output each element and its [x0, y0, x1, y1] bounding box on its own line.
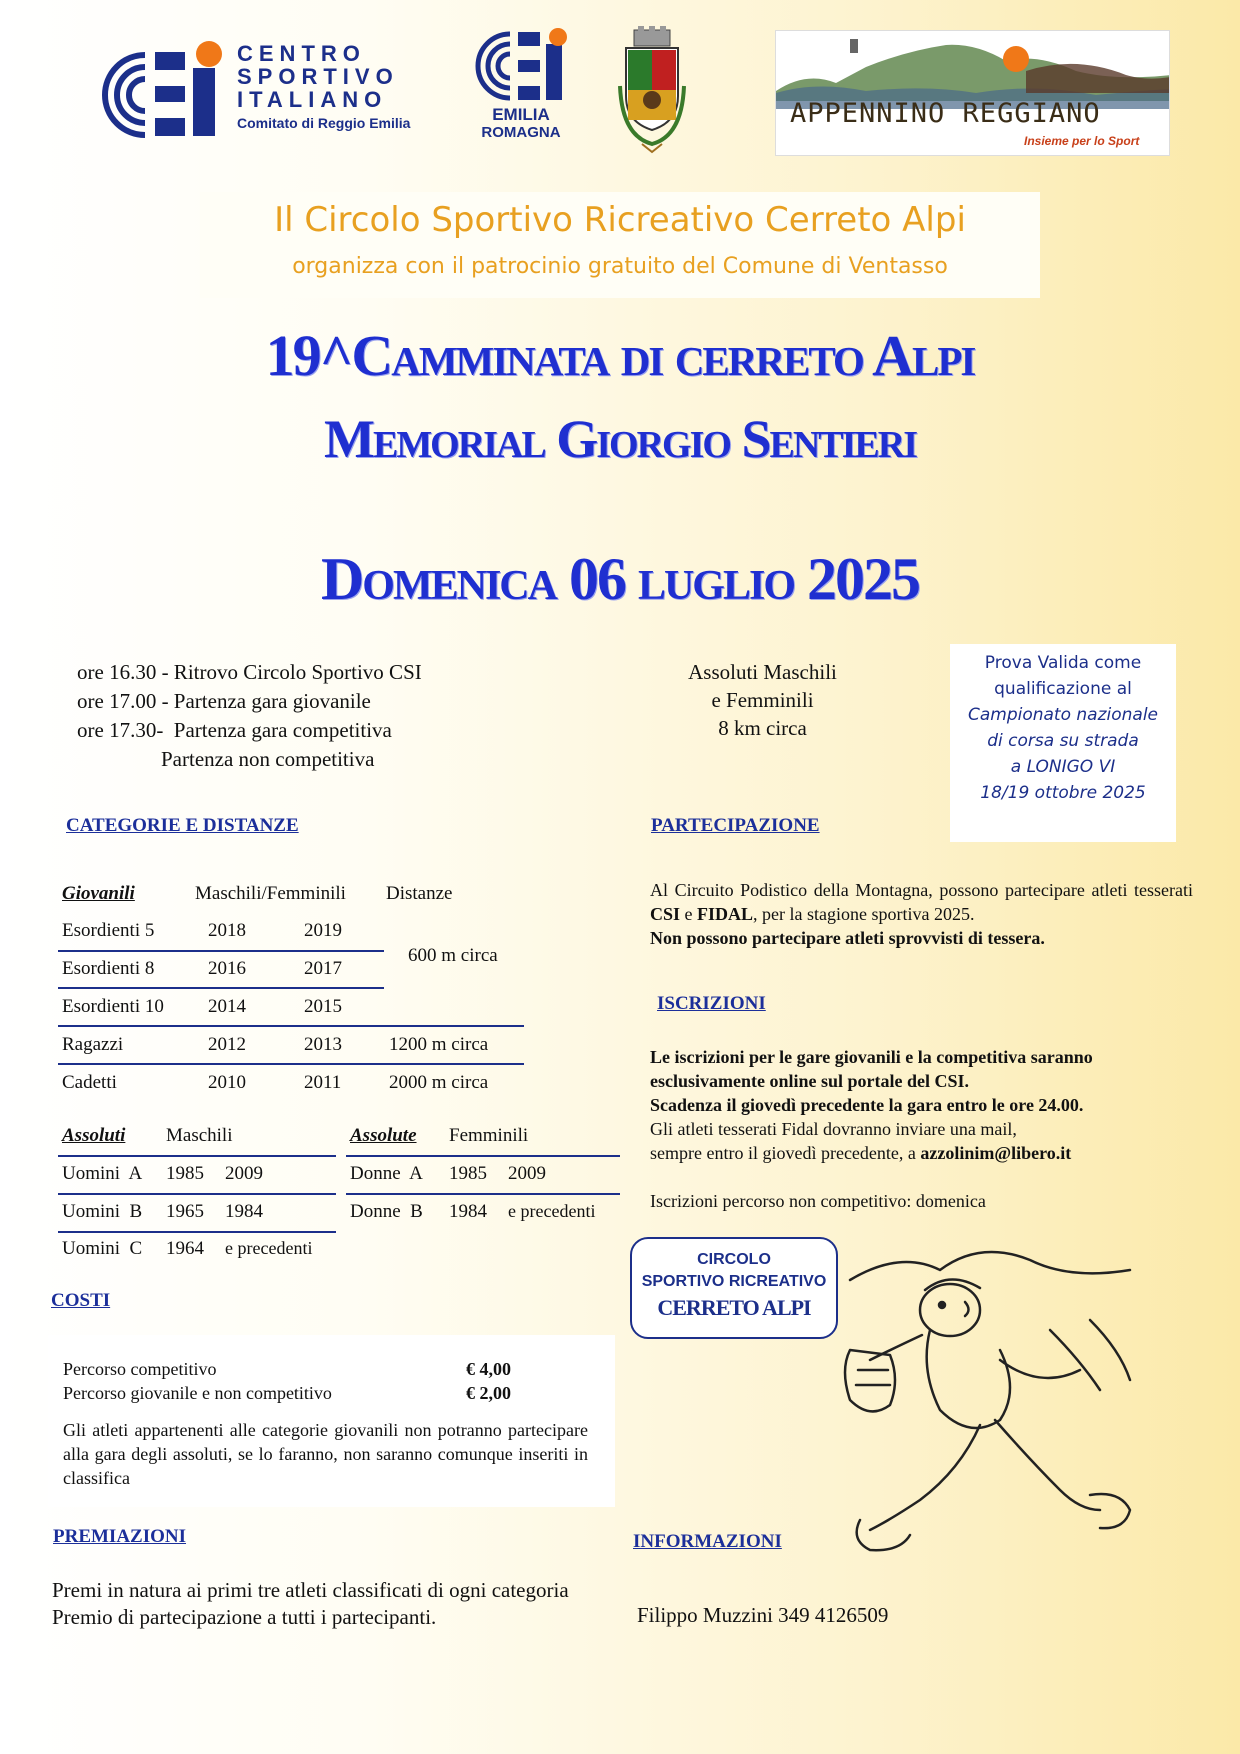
partecipazione-text — [650, 878, 1193, 950]
partecipazione-note: Non possono partecipare atleti sprovvisti di tessera. — [650, 928, 1045, 948]
schedule-row: ore 16.30 - Ritrovo Circolo Sportivo CSI — [77, 660, 422, 684]
crest-icon — [612, 26, 692, 156]
giovanili-row-distance: 1200 m circa — [389, 1034, 489, 1055]
schedule — [77, 658, 422, 774]
giovanili-row-distance: 2000 m circa — [389, 1072, 489, 1093]
qualifica-line-4: di corsa su strada — [987, 731, 1139, 751]
partecipazione-fidal: FIDAL — [697, 904, 754, 924]
partecipazione-heading: PARTECIPAZIONE — [651, 815, 820, 836]
giovanili-row-name: Esordienti 8 — [62, 958, 155, 979]
table-divider — [346, 1193, 620, 1195]
appennino-title: APPENNINO REGGIANO — [790, 98, 1101, 129]
table-divider — [58, 1155, 336, 1157]
giovanili-row-year: 2012 — [208, 1034, 246, 1055]
assoluti-row-year: 2009 — [225, 1163, 263, 1184]
giovanili-row-name: Esordienti 10 — [62, 996, 164, 1017]
assoluti-row-name: Uomini B — [62, 1201, 143, 1222]
schedule-row: Partenza non competitiva — [77, 747, 375, 771]
event-title-line-1: 19^Camminata di cerreto Alpi — [265, 323, 975, 388]
assoluti-info-line: 8 km circa — [718, 716, 807, 740]
premiazioni-line-1: Premi in natura ai primi tre atleti classificati di ogni categoria — [52, 1578, 569, 1602]
assolute-row-year: 2009 — [508, 1163, 546, 1184]
costi-heading: COSTI — [51, 1290, 111, 1311]
cost-label: Percorso giovanile e non competitivo — [63, 1383, 332, 1403]
assolute-row-name: Donne B — [350, 1201, 423, 1222]
appennino-reggiano-logo — [775, 30, 1170, 156]
assoluti-info-line: e Femminili — [711, 688, 814, 712]
csi-emblem-icon — [75, 40, 235, 150]
er-line-1: EMILIA — [492, 105, 550, 124]
iscrizioni-non-competitivo: Iscrizioni percorso non competitivo: domenica — [650, 1191, 986, 1211]
partecipazione-csi: CSI — [650, 904, 681, 924]
circolo-line-3: CERRETO ALPI — [657, 1295, 811, 1320]
iscrizioni-line-4: Gli atleti tesserati Fidal dovranno inviare una mail, — [650, 1119, 1017, 1139]
runner-drawing-icon — [830, 1240, 1150, 1600]
giovanili-head: Giovanili — [62, 883, 135, 904]
partecipazione-start: Al Circuito Podistico della Montagna, possono partecipare atleti tesserati — [650, 880, 1193, 900]
table-divider — [58, 1231, 336, 1233]
giovanili-row-year: 2019 — [304, 920, 342, 941]
csi-line-1: CENTRO — [237, 41, 366, 66]
assolute-row-name: Donne A — [350, 1163, 423, 1184]
table-divider — [58, 987, 384, 989]
comune-crest — [612, 26, 692, 156]
giovanili-col-mf: Maschili/Femminili — [195, 883, 346, 904]
emilia-romagna-logo — [462, 28, 582, 148]
circolo-line-2: SPORTIVO RICREATIVO — [641, 1273, 827, 1290]
giovanili-row-year: 2011 — [304, 1072, 342, 1093]
iscrizioni-line-2: esclusivamente online sul portale del CSI. — [650, 1071, 970, 1091]
appennino-subtitle: Insieme per lo Sport — [1024, 134, 1140, 148]
giovanili-row-year: 2015 — [304, 996, 342, 1017]
assoluti-info — [620, 658, 905, 742]
event-date: Domenica 06 luglio 2025 — [320, 546, 920, 612]
iscrizioni-line-1: Le iscrizioni per le gare giovanili e la competitiva saranno — [650, 1047, 1093, 1067]
csi-line-2: SPORTIVO — [237, 64, 399, 89]
giovanili-row-name: Esordienti 5 — [62, 920, 155, 941]
premiazioni-text — [52, 1577, 612, 1631]
qualifica-line-5: a LONIGO VI — [1010, 757, 1116, 777]
assoluti-row-year: 1984 — [225, 1201, 263, 1222]
cost-price: € 4,00 — [466, 1359, 511, 1379]
partecipazione-end: , per la stagione sportiva 2025. — [753, 904, 975, 924]
qualifica-line-1: Prova Valida come — [984, 653, 1142, 673]
premiazioni-line-2: Premio di partecipazione a tutti i partecipanti. — [52, 1605, 437, 1629]
giovanili-col-dist: Distanze — [386, 883, 453, 904]
giovanili-row-year: 2018 — [208, 920, 246, 941]
csi-subtitle: Comitato di Reggio Emilia — [237, 115, 411, 131]
csi-line-3: ITALIANO — [237, 87, 388, 112]
iscrizioni-line-3: Scadenza il giovedì precedente la gara entro le ore 24.00. — [650, 1095, 1084, 1115]
iscrizioni-heading: ISCRIZIONI — [657, 993, 766, 1014]
giovanili-row-year: 2014 — [208, 996, 246, 1017]
qualifica-line-2: qualificazione al — [994, 679, 1132, 699]
event-title-line-2: Memorial Giorgio Sentieri — [324, 409, 916, 469]
costi-note: Gli atleti appartenenti alle categorie giovanili non potranno partecipare alla gara degli assoluti, se lo faranno, non saranno comunque inseriti in classifica — [63, 1420, 588, 1488]
assoluti-row-name: Uomini A — [62, 1163, 143, 1184]
iscrizioni-line-5: sempre entro il giovedì precedente, a — [650, 1143, 921, 1163]
cost-label: Percorso competitivo — [63, 1359, 217, 1379]
table-divider — [58, 1063, 524, 1065]
table-divider — [346, 1155, 620, 1157]
assoluti-row-year: e precedenti — [225, 1238, 313, 1258]
partecipazione-and: e — [680, 904, 698, 924]
categorie-heading: CATEGORIE E DISTANZE — [66, 815, 299, 836]
assolute-head: Assolute — [350, 1125, 417, 1146]
giovanili-row-name: Ragazzi — [62, 1034, 124, 1055]
circolo-badge — [630, 1237, 838, 1339]
schedule-row: ore 17.30- Partenza gara competitiva — [77, 718, 392, 742]
giovanili-row-year: 2013 — [304, 1034, 342, 1055]
table-divider — [58, 1193, 336, 1195]
schedule-row: ore 17.00 - Partenza gara giovanile — [77, 689, 371, 713]
qualifica-line-6: 18/19 ottobre 2025 — [980, 783, 1146, 803]
assolute-gender: Femminili — [449, 1125, 529, 1146]
er-line-2: ROMAGNA — [481, 124, 561, 141]
informazioni-heading: INFORMAZIONI — [633, 1531, 782, 1552]
cost-price: € 2,00 — [466, 1383, 511, 1403]
circolo-line-1: CIRCOLO — [697, 1251, 771, 1268]
table-divider — [58, 950, 384, 952]
giovanili-row-year: 2016 — [208, 958, 246, 979]
assolute-row-year: e precedenti — [508, 1201, 596, 1221]
csi-logo — [75, 40, 435, 150]
assoluti-gender: Maschili — [166, 1125, 233, 1146]
assolute-row-year: 1985 — [449, 1163, 487, 1184]
qualifica-line-3: Campionato nazionale — [967, 705, 1159, 725]
giovanili-row-year: 2010 — [208, 1072, 246, 1093]
assoluti-head: Assoluti — [62, 1125, 126, 1146]
organizer-subtitle: organizza con il patrocinio gratuito del Comune di Ventasso — [292, 254, 948, 279]
informazioni-contact: Filippo Muzzini 349 4126509 — [637, 1603, 889, 1627]
organizer-title: Il Circolo Sportivo Ricreativo Cerreto Alpi — [274, 200, 966, 240]
assoluti-row-year: 1965 — [166, 1201, 204, 1222]
assolute-row-year: 1984 — [449, 1201, 487, 1222]
assoluti-row-name: Uomini C — [62, 1238, 143, 1259]
esordienti-distance: 600 m circa — [408, 945, 498, 966]
iscrizioni-text — [650, 1045, 1205, 1213]
csi-er-emblem-icon — [462, 28, 582, 106]
assoluti-row-year: 1964 — [166, 1238, 204, 1259]
giovanili-row-name: Cadetti — [62, 1072, 117, 1093]
iscrizioni-email[interactable]: azzolinim@libero.it — [920, 1143, 1072, 1163]
assoluti-row-year: 1985 — [166, 1163, 204, 1184]
premiazioni-heading: PREMIAZIONI — [53, 1526, 187, 1547]
giovanili-row-year: 2017 — [304, 958, 342, 979]
qualifica-box — [950, 644, 1176, 842]
table-divider — [58, 1025, 524, 1027]
assoluti-info-line: Assoluti Maschili — [688, 660, 837, 684]
